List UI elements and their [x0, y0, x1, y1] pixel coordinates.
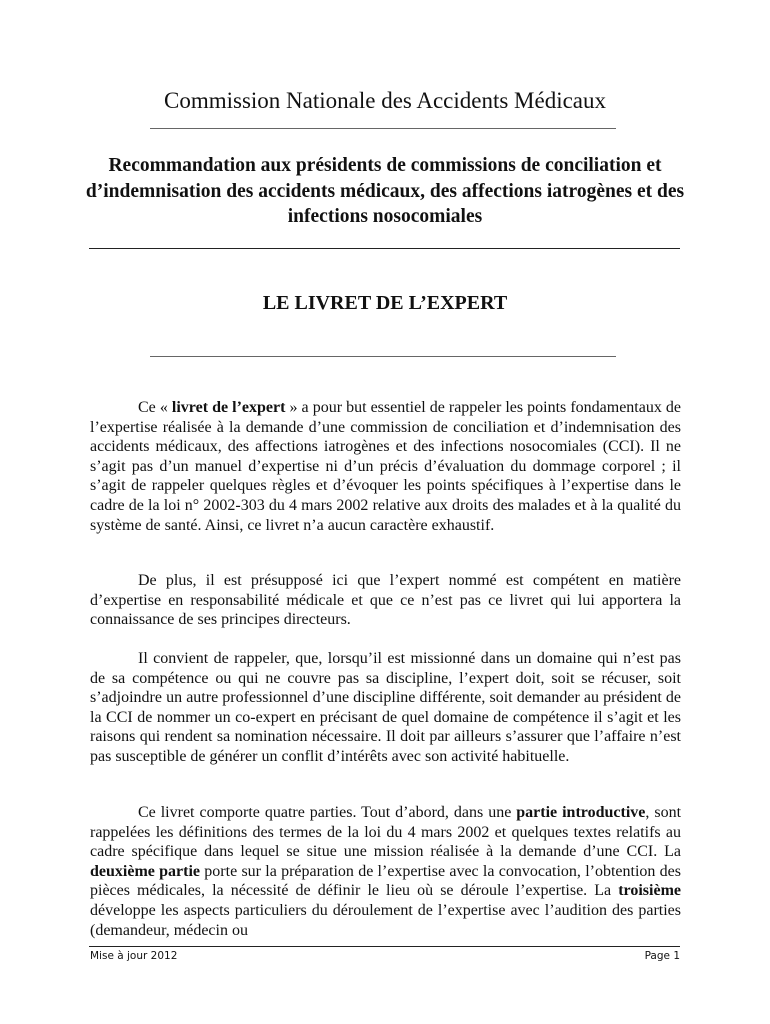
footer-update-date: Mise à jour 2012: [90, 950, 178, 962]
paragraph-text: porte sur la préparation de l’expertise avec la convocation, l’obtention des pièces médicales, la nécessité de définir le lieu où se déroule l’expertise. La: [90, 862, 681, 900]
paragraph-text: Ce livret comporte quatre parties. Tout d’abord, dans une: [138, 804, 517, 821]
emphasis-text: deuxième partie: [90, 862, 201, 880]
paragraph-text: Ce «: [138, 399, 172, 416]
document-subtitle: Recommandation aux présidents de commissions de conciliation et d’indemnisation des accidents médicaux, des affections iatrogènes et des infections nosocomiales: [85, 155, 685, 227]
paragraph-competence: [90, 649, 681, 767]
subtitle-divider: [89, 248, 680, 249]
paragraph-text: » a pour but essentiel de rappeler les points fondamentaux de l’expertise réalisée à la demande d’une commission de conciliation et d’indemnisation des accidents médicaux, des affections iatrogènes et des infections nosocomiales (CCI). Il ne s’agit pas d’un manuel d’expertise ni d’un précis d’évaluation du dommage corporel ; il s’agit de rappeler quelques règles et d’évoquer les points spécifiques à l’expertise dans le cadre de la loi n° 2002-303 du 4 mars 2002 relative aux droits des malades et à la qualité du système de santé. Ainsi, ce livret n’a aucun caractère exhaustif.: [90, 399, 682, 534]
document-title: Commission Nationale des Accidents Médicaux: [163, 88, 607, 113]
paragraph-presupposition: [90, 571, 681, 630]
paragraph-text: , sont rappelées les définitions des termes de la loi du 4 mars 2002 et quelques textes relatifs au cadre spécifique dans lequel se situe une mission réalisée à la demande d’une CCI. La: [90, 804, 681, 861]
emphasis-text: troisième: [618, 882, 681, 900]
paragraph-text: Il convient de rappeler, que, lorsqu’il est missionné dans un domaine qui n’est pas de sa compétence ou qui ne couvre pas sa discipline, l’expert doit, soit se récuser, soit s’adjoindre un autre professionnel d’une discipline différente, soit demander au président de la CCI de nommer un co-expert en précisant de quel domaine de compétence il s’agit et les raisons qui rendent sa nomination nécessaire. Il doit par ailleurs s’assurer que l’affaire n’est pas susceptible de générer un conflit d’intérêts avec son activité habituelle.: [90, 650, 681, 765]
section-heading: LE LIVRET DE L’EXPERT: [262, 292, 508, 314]
title-divider: [150, 128, 616, 129]
paragraph-intro: [90, 398, 681, 535]
paragraph-text: De plus, il est présupposé ici que l’expert nommé est compétent en matière d’expertise en responsabilité médicale et que ce n’est pas ce livret qui lui apportera la connaissance de ses principes directeurs.: [90, 572, 681, 629]
emphasis-text: partie introductive: [516, 804, 646, 821]
heading-divider: [150, 356, 616, 357]
footer-page-number: Page 1: [644, 950, 680, 962]
paragraph-structure: [90, 803, 681, 942]
emphasis-text: livret de l’expert: [171, 399, 286, 416]
paragraph-text: développe les aspects particuliers du déroulement de l’expertise avec l’audition des parties (demandeur, médecin ou: [90, 901, 681, 939]
footer-divider: [89, 946, 680, 947]
